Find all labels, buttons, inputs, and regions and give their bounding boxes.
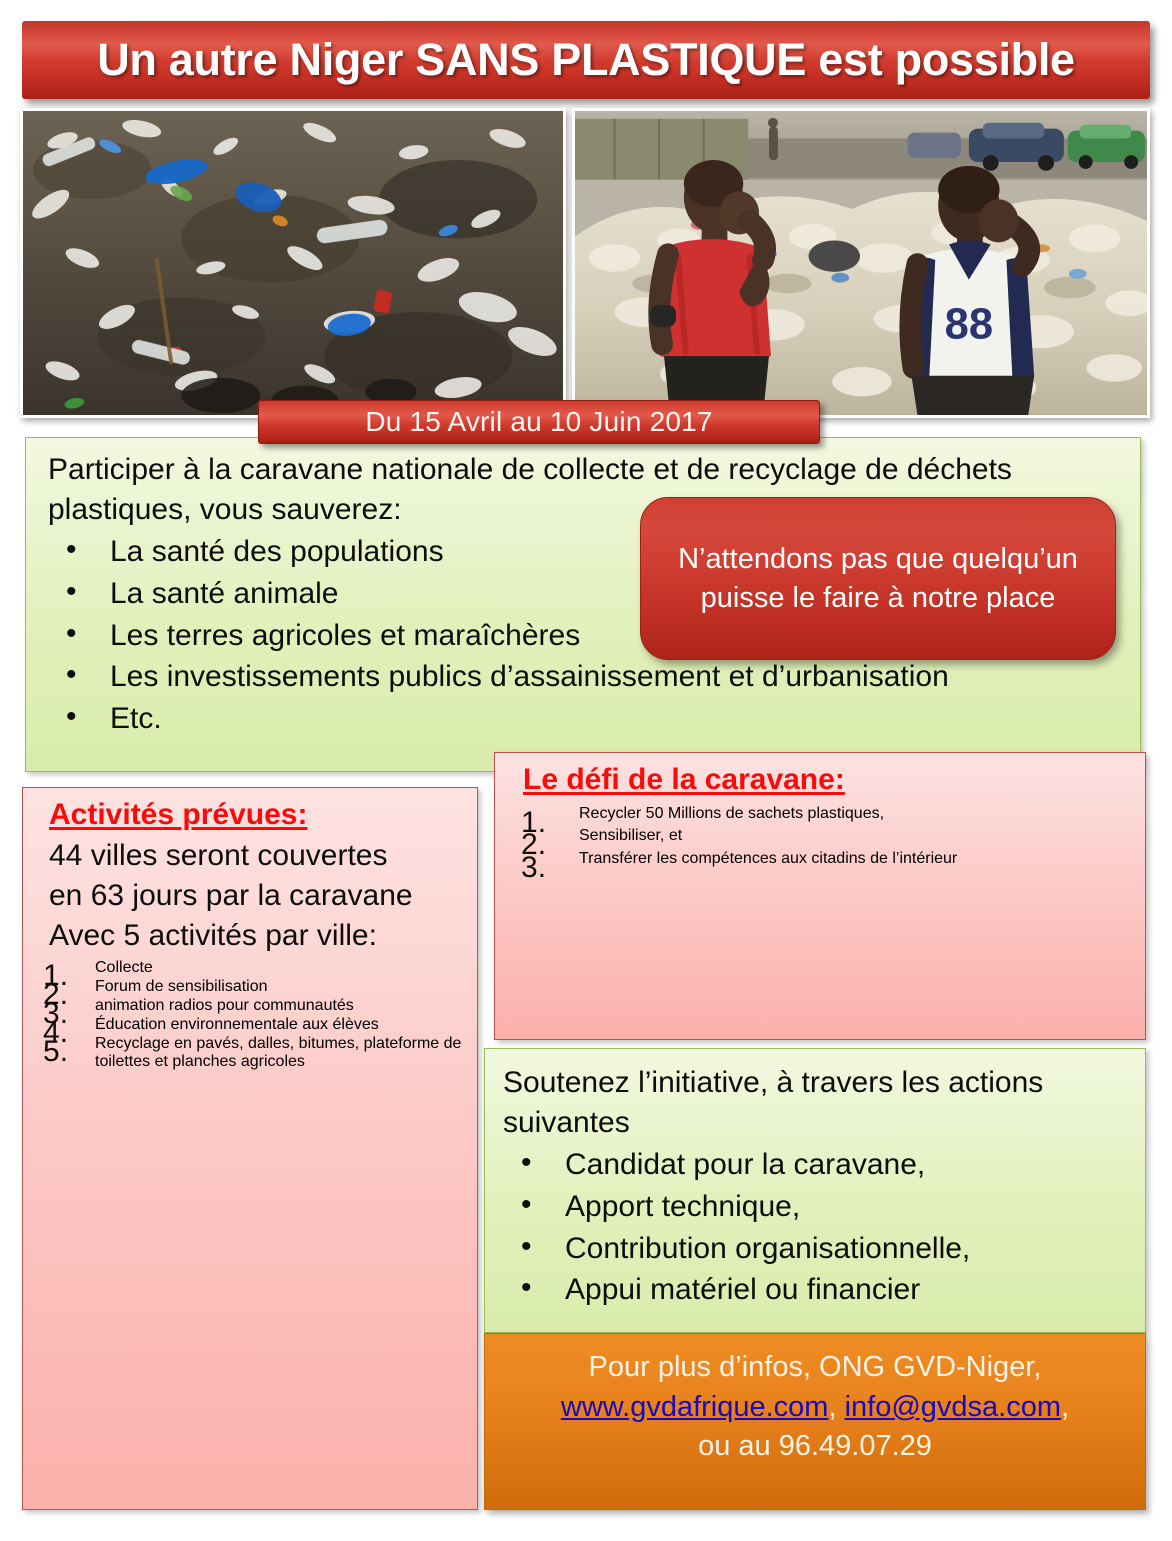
activites-panel (22, 787, 478, 1510)
list-item: • La santé animale (48, 574, 1118, 614)
contact-phone-line: ou au 96.49.07.29 (698, 1430, 932, 1463)
intro-lead-text: Participer à la caravane nationale de collecte et de recyclage de déchets plastiques, vous sauverez: (48, 453, 1012, 526)
svg-text:88: 88 (944, 300, 994, 349)
soutien-body (485, 1049, 1145, 1310)
defi-heading: Le défi de la caravane: (523, 763, 845, 796)
activites-line-1: 44 villes seront couvertes (49, 839, 388, 872)
list-item: Recycler 50 Millions de sachets plastiques, (579, 805, 885, 822)
soutien-panel (484, 1048, 1146, 1333)
contact-org-line: Pour plus d’infos, ONG GVD-Niger, (588, 1351, 1042, 1383)
callout-text: N’attendons pas que quelqu’un puisse le faire à notre place (678, 543, 1078, 614)
list-item: Collecte (95, 958, 153, 976)
list-item: • Les terres agricoles et maraîchères (48, 616, 1118, 656)
email-link[interactable]: info@gvdsa.com (844, 1390, 1062, 1423)
contact-body (485, 1334, 1145, 1467)
men-covering-noses-photo (572, 108, 1150, 418)
activites-list (31, 959, 467, 1071)
contact-links-line (499, 1388, 1131, 1428)
activites-inner (23, 788, 477, 1071)
contact-panel (484, 1333, 1146, 1510)
list-item: Recyclage en pavés, dalles, bitumes, plateforme de toilettes et planches agricoles (95, 1034, 462, 1070)
soutien-lead-text: Soutenez l’initiative, à travers les actions suivantes (503, 1066, 1044, 1139)
contact-separator-2: , (1061, 1390, 1070, 1423)
defi-inner (495, 753, 1145, 869)
page-title: Un autre Niger SANS PLASTIQUE est possible (97, 34, 1075, 85)
list-item: Sensibiliser, et (579, 827, 683, 845)
campaign-dates-text: Du 15 Avril au 10 Juin 2017 (365, 406, 713, 437)
list-item: • Appui matériel ou financier (503, 1270, 1125, 1310)
list-item: • Etc. (48, 699, 1118, 739)
list-item: Transférer les compétences aux citadins de l’intérieur (579, 849, 958, 867)
list-item: • Apport technique, (503, 1187, 1125, 1227)
list-item: • Les investissements publics d’assainissement et d’urbanisation (48, 657, 1118, 697)
poster-title-banner (22, 21, 1150, 99)
defi-panel (494, 752, 1146, 1040)
plastic-waste-dump-photo (20, 108, 566, 418)
list-item: • La santé des populations (48, 532, 1118, 572)
website-link[interactable]: www.gvdafrique.com (560, 1390, 829, 1423)
list-item: Forum de sensibilisation (95, 977, 268, 995)
list-item: • Contribution organisationnelle, (503, 1229, 1125, 1269)
activites-line-2: en 63 jours par la caravane (49, 879, 413, 913)
activites-heading: Activités prévues: (49, 798, 308, 831)
list-item: animation radios pour communautés (95, 996, 354, 1014)
activites-line-3: Avec 5 activités par ville: (49, 919, 377, 953)
soutien-actions-list (503, 1145, 1125, 1311)
contact-separator-1: , (828, 1390, 845, 1423)
list-item: Éducation environnementale aux élèves (95, 1015, 379, 1033)
campaign-date-banner (258, 400, 820, 444)
call-to-action-callout (640, 497, 1116, 660)
list-item: • Candidat pour la caravane, (503, 1145, 1125, 1185)
defi-list (505, 803, 1133, 869)
